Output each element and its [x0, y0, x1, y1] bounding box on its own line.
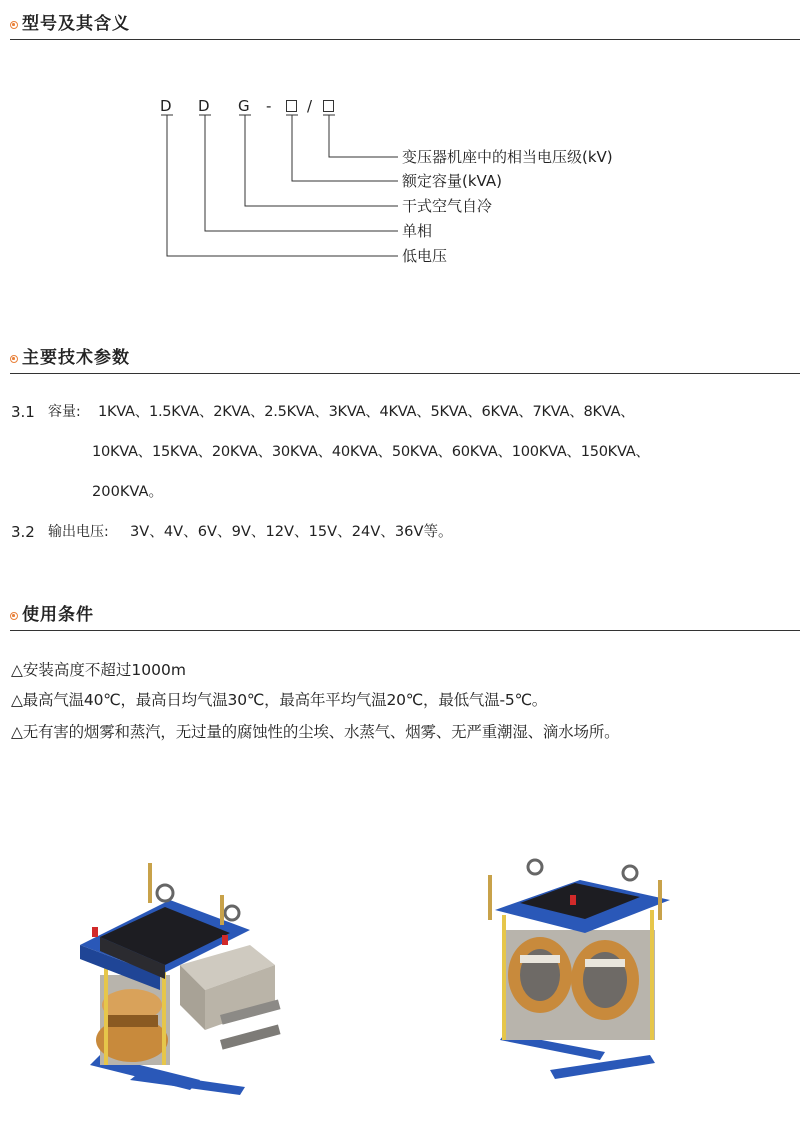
param-voltage-values: 3V、4V、6V、9V、12V、15V、24V、36V等。 — [130, 523, 453, 540]
section-title: 使用条件 — [22, 605, 94, 625]
label-single-phase: 单相 — [402, 222, 433, 240]
code-slash: / — [307, 97, 313, 115]
condition-item: △无有害的烟雾和蒸汽，无过量的腐蚀性的尘埃、水蒸气、烟雾、无严重潮湿、滴水场所。 — [11, 723, 620, 741]
condition-item: △最高气温40℃，最高日均气温30℃，最高年平均气温20℃，最低气温-5℃。 — [11, 691, 548, 709]
label-dry-air-cooling: 干式空气自冷 — [402, 197, 493, 215]
code-letter-d2: D — [198, 97, 210, 115]
code-dash: - — [266, 97, 272, 115]
transformer-photo-right — [480, 855, 680, 1090]
bullet-icon — [10, 355, 18, 363]
param-voltage-label: 输出电压: — [48, 524, 109, 540]
param-capacity-values-line3: 200KVA。 — [92, 483, 164, 500]
param-capacity-values-line2: 10KVA、15KVA、20KVA、30KVA、40KVA、50KVA、60KVA、100KVA、150KVA、 — [92, 443, 650, 460]
param-capacity-label: 容量: — [48, 404, 81, 420]
label-low-voltage: 低电压 — [402, 247, 448, 265]
section-header-conditions — [10, 604, 800, 631]
label-voltage-class: 变压器机座中的相当电压级(kV) — [402, 148, 613, 166]
section-header-params — [10, 347, 800, 374]
code-letter-d1: D — [160, 97, 172, 115]
code-letter-g: G — [238, 97, 250, 115]
bullet-icon — [10, 612, 18, 620]
section-title: 主要技术参数 — [22, 348, 130, 368]
section-title: 型号及其含义 — [22, 14, 130, 34]
param-capacity-number: 3.1 — [11, 403, 35, 421]
param-capacity-values-line1: 1KVA、1.5KVA、2KVA、2.5KVA、3KVA、4KVA、5KVA、6KVA、7KVA、8KVA、 — [98, 403, 635, 420]
transformer-photo-left — [70, 855, 300, 1100]
param-voltage-number: 3.2 — [11, 523, 35, 541]
condition-item: △安装高度不超过1000m — [11, 661, 186, 679]
label-rated-capacity: 额定容量(kVA) — [402, 172, 502, 190]
